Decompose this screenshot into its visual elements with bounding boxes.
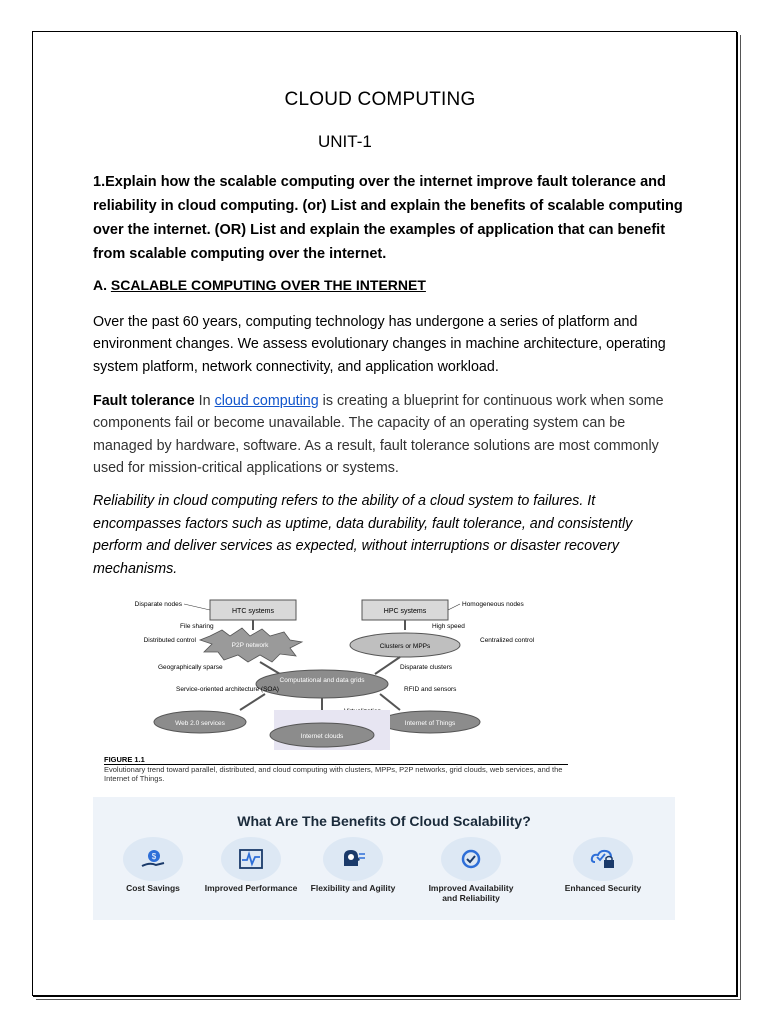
section-title: SCALABLE COMPUTING OVER THE INTERNET bbox=[110, 277, 426, 293]
benefit-label: Improved Performance bbox=[204, 883, 298, 893]
question-text: 1.Explain how the scalable computing over the internet improve fault tolerance and reliability in cloud computing. (or) List and explain the benefits of scalable computing over the internet. (OR) List and explain the examples of application that can benefit from scalable computing over the internet. bbox=[93, 174, 683, 262]
htc-label: HTC systems bbox=[232, 608, 274, 615]
benefit-improved-performance bbox=[201, 837, 301, 893]
benefit-security bbox=[553, 837, 653, 893]
web2-label: Web 2.0 services bbox=[175, 720, 225, 727]
clusters-label: Clusters or MPPs bbox=[379, 643, 431, 650]
benefit-flexibility bbox=[303, 837, 403, 893]
refresh-check-icon bbox=[441, 837, 501, 881]
paragraph-fault-tolerance bbox=[93, 390, 683, 479]
grids-cloud bbox=[256, 670, 388, 698]
iot-label: Internet of Things bbox=[404, 720, 456, 727]
benefits-panel bbox=[93, 797, 675, 920]
fault-tolerance-term: Fault tolerance bbox=[93, 393, 195, 409]
benefits-title: What Are The Benefits Of Cloud Scalability? bbox=[237, 813, 531, 829]
disparate-nodes-label: Disparate nodes bbox=[134, 601, 182, 608]
figure-caption: Evolutionary trend toward parallel, distributed, and cloud computing with clusters, MPPs, P2P networks, grid clouds, web services, and the Internet of Things. bbox=[104, 765, 563, 783]
document-title: CLOUD COMPUTING bbox=[284, 89, 476, 110]
high-speed-label: High speed bbox=[432, 623, 465, 630]
pulse-chart-icon bbox=[221, 837, 281, 881]
centralized-control-label: Centralized control bbox=[480, 637, 535, 644]
svg-text:$: $ bbox=[151, 852, 157, 861]
section-prefix: A. bbox=[93, 277, 111, 293]
benefit-label: Enhanced Security bbox=[564, 883, 642, 893]
paragraph-history: Over the past 60 years, computing technology has undergone a series of platform and environment changes. We assess evolutionary changes in machine architecture, operating system platform, network connectivity, and application workload. bbox=[93, 314, 666, 375]
rfid-label: RFID and sensors bbox=[404, 686, 457, 693]
distributed-control-label: Distributed control bbox=[143, 637, 196, 644]
p2p-label: P2P network bbox=[231, 642, 269, 649]
brain-gear-icon bbox=[323, 837, 383, 881]
benefit-availability bbox=[421, 837, 521, 903]
benefit-label: Improved Availability and Reliability bbox=[428, 883, 514, 903]
internet-clouds-label: Internet clouds bbox=[300, 733, 344, 740]
figure-caption-title: FIGURE 1.1 bbox=[104, 755, 145, 764]
benefit-cost-savings bbox=[103, 837, 203, 893]
money-hand-icon bbox=[123, 837, 183, 881]
geo-sparse-label: Geographically sparse bbox=[158, 664, 223, 671]
para2-post: is creating a blueprint for continuous work when some components fail or become unavailable. The capacity of an operating system can be managed by hardware, software. As a result, fault tolerance solutions are most commonly used for mission-critical applications or systems. bbox=[93, 393, 664, 476]
para2-pre: In bbox=[194, 393, 215, 409]
homogeneous-nodes-label: Homogeneous nodes bbox=[462, 601, 524, 608]
unit-label: UNIT-1 bbox=[318, 132, 372, 151]
cloud-computing-link[interactable]: cloud computing bbox=[214, 393, 319, 409]
grids-label: Computational and data grids bbox=[279, 677, 365, 684]
soa-label: Service-oriented architecture (SOA) bbox=[176, 686, 279, 693]
disparate-clusters-label: Disparate clusters bbox=[400, 664, 453, 671]
evolution-diagram bbox=[100, 592, 580, 784]
hpc-label: HPC systems bbox=[383, 608, 427, 615]
cloud-lock-icon bbox=[573, 837, 633, 881]
section-heading bbox=[93, 277, 426, 293]
benefit-label: Flexibility and Agility bbox=[310, 883, 396, 893]
benefit-label: Cost Savings bbox=[126, 883, 180, 893]
file-sharing-label: File sharing bbox=[180, 623, 214, 630]
paragraph-reliability: Reliability in cloud computing refers to the ability of a cloud system to failures. It encompasses factors such as uptime, data durability, fault tolerance, and consistently perform and deliver services as expected, without interruptions or disaster recovery mechanisms. bbox=[93, 493, 633, 577]
